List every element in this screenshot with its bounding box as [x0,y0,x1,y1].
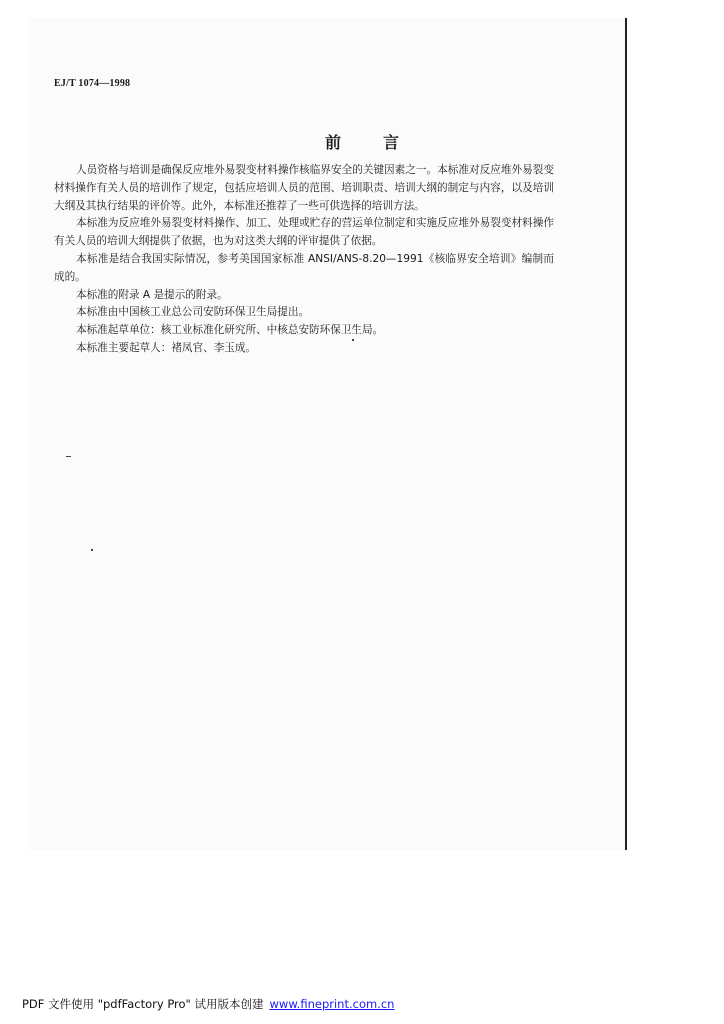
scan-speck [352,339,354,341]
paragraph-scope: 人员资格与培训是确保反应堆外易裂变材料操作核临界安全的关键因素之一。本标准对反应堆外易裂变材料操作有关人员的培训作了规定，包括应培训人员的范围、培训职责、培训大纲的制定与内容，以及培训大纲及其执行结果的评价等。此外，本标准还推荐了一些可供选择的培训方法。 [54,164,554,212]
page-title-first-char: 前 [324,133,341,152]
paragraph-proposer: 本标准由中国核工业总公司安防环保卫生局提出。 [76,306,310,319]
standard-code: EJ/T 1074—1998 [54,78,131,89]
scan-speck [66,456,71,457]
footer-link[interactable]: www.fineprint.com.cn [269,997,395,1011]
paragraph-reference: 本标准是结合我国实际情况，参考美国国家标准 ANSI/ANS-8.20—1991《核临界安全培训》编制而成的。 [54,252,554,283]
page-title [0,130,724,153]
page-title-second-char: 言 [383,133,400,152]
foreword-body [54,162,554,358]
footer-text: PDF 文件使用 "pdfFactory Pro" 试用版本创建 [22,997,264,1011]
paragraph-drafting-unit: 本标准起草单位：核工业标准化研究所、中核总安防环保卫生局。 [76,324,384,337]
paragraph-drafters: 本标准主要起草人：褚凤官、李玉成。 [76,341,257,354]
paragraph-appendix: 本标准的附录 A 是提示的附录。 [76,288,228,301]
paragraph-basis: 本标准为反应堆外易裂变材料操作、加工、处理或贮存的营运单位制定和实施反应堆外易裂变材料操作有关人员的培训大纲提供了依据，也为对这类大纲的评审提供了依据。 [54,217,554,248]
scan-speck [91,549,93,551]
pdf-footer [22,996,394,1012]
